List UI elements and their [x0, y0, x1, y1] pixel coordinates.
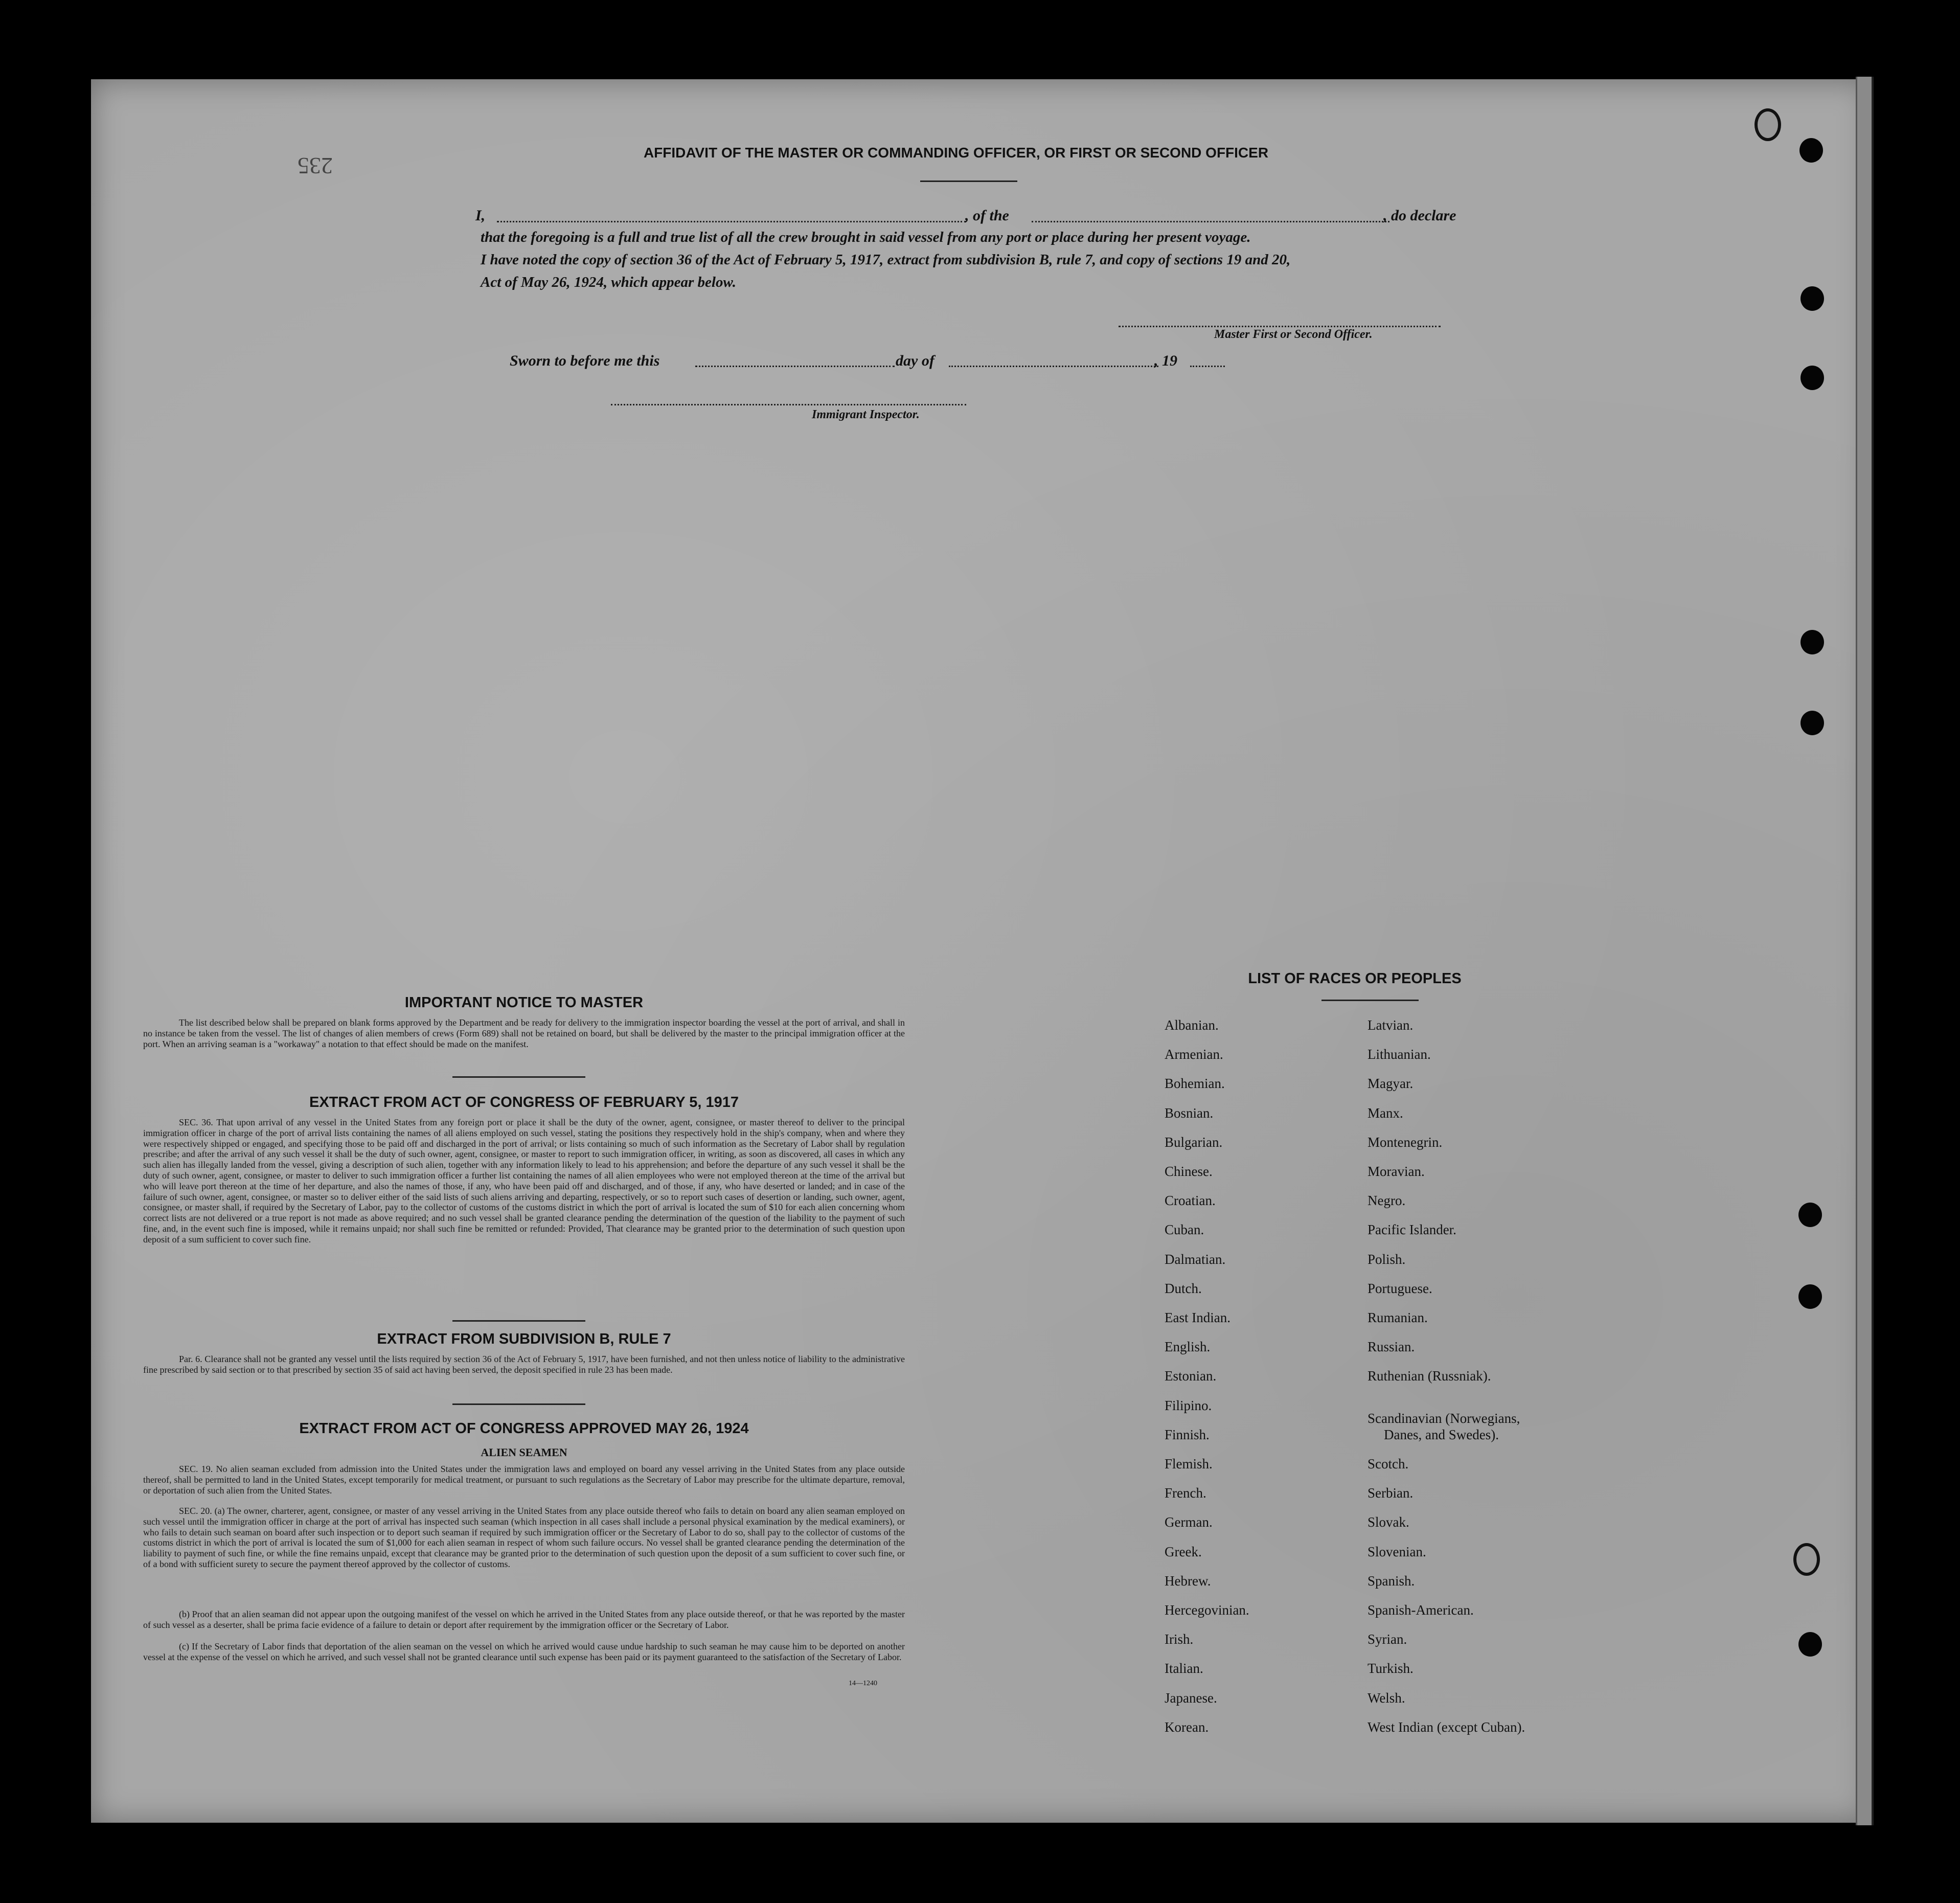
- race-item: German.: [1165, 1514, 1213, 1530]
- sworn-date-blank: [695, 366, 895, 367]
- sworn-prefix: Sworn to before me this: [510, 352, 660, 369]
- race-item: Russian.: [1368, 1339, 1415, 1354]
- race-item: Rumanian.: [1368, 1310, 1428, 1325]
- race-item: Spanish-American.: [1368, 1602, 1474, 1618]
- sec-20c-body: (c) If the Secretary of Labor finds that deportation of the alien seaman on the vessel on which he arrived would cause undue hardship to such seaman he may cause him to be deported on another vessel at the expense of the vessel on which he arrived, and such vessel shall not be granted clearance until such expense has been paid or its payment guaranteed to the satisfaction of the Secretary of Labor.: [143, 1641, 905, 1662]
- race-item: Dalmatian.: [1165, 1252, 1226, 1267]
- race-item: Pacific Islander.: [1368, 1222, 1456, 1237]
- affidavit-line-3: I have noted the copy of section 36 of the Act of February 5, 1917, extract from subdivision B, rule 7, and copy of sections 19 and 20,: [481, 252, 1291, 268]
- race-item: Chinese.: [1165, 1164, 1213, 1179]
- extract-1917-body: SEC. 36. That upon arrival of any vessel in the United States from any foreign port or place it shall be the duty of the owner, agent, consignee, or master thereof to deliver to the principal immigration officer in charge of the port of arrival lists containing the names of all aliens employed on such vessel, stating the positions they respectively hold in the ship's company, when and where they were respectively shipped or engaged, and specifying those to be paid off and discharged in the port of arrival; or lists containing so much of such information as the Secretary of Labor shall by regulation prescribe; and after the arrival of any such vessel it shall be the duty of such owner, agent, consignee, or master to report to such immigration officer, in writing, as soon as discovered, all cases in which any such alien has illegally landed from the vessel, giving a description of such alien, together with any information likely to lead to his apprehension; and before the departure of any such vessel it shall be the duty of such owner, agent, consignee, or master to deliver to such immigration officer a further list containing the names of all alien employees who were not employed thereon at the time of the arrival but who will leave port thereon at the time of her departure, and also the names of those, if any, who have been paid off and discharged, and of those, if any, who have deserted or landed; and in case of the failure of such owner, agent, consignee, or master so to deliver either of the said lists of such aliens arriving and departing, respectively, or so to report such cases of desertion or landing, such owner, agent, consignee, or master shall, if required by the Secretary of Labor, pay to the collector of customs of the customs district in which the port of arrival is located the sum of $10 for each alien concerning whom correct lists are not delivered or a true report is not made as above required; and no such vessel shall be granted clearance pending the determination of the question of the liability to the payment of such fine, and, in the event such fine is imposed, while it remains unpaid; nor shall such fine be remitted or refunded: Provided, That clearance may be granted prior to the determination of such question upon deposit of a sum sufficient to cover such fine.: [143, 1117, 905, 1244]
- race-item: Filipino.: [1165, 1398, 1212, 1413]
- race-item: Welsh.: [1368, 1690, 1405, 1706]
- binder-ring-top: [1754, 108, 1781, 141]
- inspector-label: Immigrant Inspector.: [812, 408, 920, 421]
- race-item: Japanese.: [1165, 1690, 1217, 1706]
- notice-rule: [452, 1076, 585, 1078]
- race-item: Hebrew.: [1165, 1573, 1211, 1589]
- affidavit-do-declare: , do declare: [1383, 207, 1456, 224]
- sworn-month-blank: [949, 366, 1158, 367]
- race-item: Turkish.: [1368, 1661, 1414, 1676]
- affidavit-i: I,: [475, 207, 486, 224]
- race-item: Bosnian.: [1165, 1105, 1214, 1121]
- race-item: Hercegovinian.: [1165, 1602, 1249, 1618]
- race-item: Greek.: [1165, 1544, 1202, 1559]
- signature-label: Master First or Second Officer.: [1214, 328, 1373, 341]
- race-item: Dutch.: [1165, 1281, 1202, 1296]
- race-item: Cuban.: [1165, 1222, 1204, 1237]
- binder-hole: [1801, 366, 1824, 390]
- race-item: Manx.: [1368, 1105, 1403, 1121]
- race-item: Ruthenian (Russniak).: [1368, 1368, 1491, 1384]
- race-item: Slovak.: [1368, 1514, 1409, 1530]
- race-item: Bulgarian.: [1165, 1135, 1223, 1150]
- binder-ring-bottom: [1793, 1543, 1820, 1576]
- race-item: Polish.: [1368, 1252, 1406, 1267]
- alien-seamen-subtitle: ALIEN SEAMEN: [481, 1446, 567, 1459]
- race-item: Spanish.: [1368, 1573, 1415, 1589]
- race-item: Negro.: [1368, 1193, 1406, 1208]
- race-item: Korean.: [1165, 1719, 1209, 1735]
- inspector-signature-line: [611, 404, 966, 405]
- race-item: Montenegrin.: [1368, 1135, 1443, 1150]
- name-blank: [497, 221, 966, 222]
- sworn-year-blank: [1190, 366, 1225, 367]
- race-item: Scotch.: [1368, 1456, 1409, 1471]
- subdivision-rule: [452, 1403, 585, 1405]
- race-item: Croatian.: [1165, 1193, 1216, 1208]
- race-item: Bohemian.: [1165, 1076, 1225, 1091]
- extract-1917-rule: [452, 1320, 585, 1322]
- race-item: Flemish.: [1165, 1456, 1213, 1471]
- extract-1924-title: EXTRACT FROM ACT OF CONGRESS APPROVED MAY 26, 1924: [299, 1420, 749, 1437]
- affidavit-title-rule: [920, 180, 1017, 182]
- sec-19-body: SEC. 19. No alien seaman excluded from admission into the United States under the immigration laws and employed on board any vessel arriving in the United States from any place outside thereof, shall be permitted to land in the United States, except temporarily for medical treatment, or pursuant to such regulations as the Secretary of Labor may prescribe for the ultimate departure, removal, or deportation of such alien from the United States.: [143, 1464, 905, 1496]
- race-item: Finnish.: [1165, 1427, 1210, 1442]
- binder-hole: [1801, 630, 1824, 654]
- race-item: Armenian.: [1165, 1047, 1223, 1062]
- sec-20b-body: (b) Proof that an alien seaman did not appear upon the outgoing manifest of the vessel on which he arrived in the United States from any place outside thereof, or that he was reported by the master of such vessel as a deserter, shall be prima facie evidence of a failure to detain or deport after requirement by the immigration officer or the Secretary of Labor.: [143, 1609, 905, 1630]
- race-item: English.: [1165, 1339, 1211, 1354]
- race-item: French.: [1165, 1485, 1206, 1501]
- race-item: Italian.: [1165, 1661, 1203, 1676]
- race-item: Serbian.: [1368, 1485, 1414, 1501]
- subdivision-body: Par. 6. Clearance shall not be granted any vessel until the lists required by section 36 of the Act of February 5, 1917, have been furnished, and not then unless notice of liability to the administrative fine prescribed by said section or to that prescribed by section 35 of said act having been served, the deposit specified in rule 23 has been made.: [143, 1354, 905, 1375]
- binder-hole: [1799, 138, 1823, 163]
- signature-line: [1119, 326, 1441, 327]
- binder-hole: [1801, 711, 1824, 735]
- page-edge-strip: [1856, 77, 1874, 1825]
- page-number: 235: [298, 153, 333, 179]
- binder-hole: [1798, 1284, 1822, 1309]
- race-item: Moravian.: [1368, 1164, 1425, 1179]
- race-item: Magyar.: [1368, 1076, 1414, 1091]
- affidavit-line-4: Act of May 26, 1924, which appear below.: [481, 274, 736, 290]
- sworn-year: , 19: [1154, 352, 1177, 369]
- race-item: Danes, and Swedes).: [1384, 1427, 1499, 1442]
- race-item: Estonian.: [1165, 1368, 1217, 1384]
- race-item: Scandinavian (Norwegians,: [1368, 1411, 1520, 1426]
- affidavit-of-the: , of the: [965, 207, 1009, 224]
- notice-body: The list described below shall be prepared on blank forms approved by the Department and be ready for delivery to the immigration inspector boarding the vessel at the port of arrival, and shall in no instance be taken from the vessel. The list of changes of alien members of crews (Form 689) shall not be retained on board, but shall be delivered by the master to the principal immigration officer at the port. When an arriving seaman is a "workaway" a notation to that effect should be made on the manifest.: [143, 1017, 905, 1049]
- notice-title: IMPORTANT NOTICE TO MASTER: [404, 994, 644, 1011]
- race-item: Irish.: [1165, 1632, 1194, 1647]
- race-item: Albanian.: [1165, 1017, 1219, 1033]
- binder-hole: [1798, 1203, 1822, 1227]
- race-item: Lithuanian.: [1368, 1047, 1431, 1062]
- form-number: 14—1240: [849, 1680, 877, 1687]
- race-item: Syrian.: [1368, 1632, 1407, 1647]
- affidavit-line-2: that the foregoing is a full and true list of all the crew brought in said vessel from any port or place during her present voyage.: [481, 229, 1251, 245]
- race-item: Latvian.: [1368, 1017, 1414, 1033]
- race-item: East Indian.: [1165, 1310, 1230, 1325]
- extract-1917-title: EXTRACT FROM ACT OF CONGRESS OF FEBRUARY 5, 1917: [309, 1094, 739, 1111]
- race-item: Slovenian.: [1368, 1544, 1426, 1559]
- vessel-blank: [1032, 221, 1389, 222]
- race-item: Portuguese.: [1368, 1281, 1432, 1296]
- races-title: LIST OF RACES OR PEOPLES: [1248, 970, 1462, 987]
- race-item: West Indian (except Cuban).: [1368, 1719, 1525, 1735]
- sworn-day-of: day of: [896, 352, 935, 369]
- affidavit-title: AFFIDAVIT OF THE MASTER OR COMMANDING OFFICER, OR FIRST OR SECOND OFFICER: [643, 145, 1269, 161]
- binder-hole: [1798, 1632, 1822, 1657]
- races-title-rule: [1321, 1000, 1419, 1001]
- subdivision-title: EXTRACT FROM SUBDIVISION B, RULE 7: [377, 1331, 671, 1347]
- sec-20a-body: SEC. 20. (a) The owner, charterer, agent, consignee, or master of any vessel arriving in the United States from any place outside thereof who fails to detain on board any alien seaman employed on such vessel until the immigration officer in charge at the port of arrival has inspected such seaman (which inspection in all cases shall include a personal physical examination by the medical examiners), or who fails to detain such seaman on board after such inspection or to deport such seaman if required by such immigration officer or the Secretary of Labor to do so, shall pay to the collector of customs of the customs district in which the port of arrival is located the sum of $1,000 for each alien seaman in respect of whom such failure occurs. No vessel shall be granted clearance pending the determination of the liability to payment of such fine, or while the fine remains unpaid, except that clearance may be granted prior to the determination of such question upon the deposit of a sum sufficient to cover such fine, or of a bond with sufficient surety to secure the payment thereof approved by the collector of customs.: [143, 1506, 905, 1569]
- binder-hole: [1801, 286, 1824, 311]
